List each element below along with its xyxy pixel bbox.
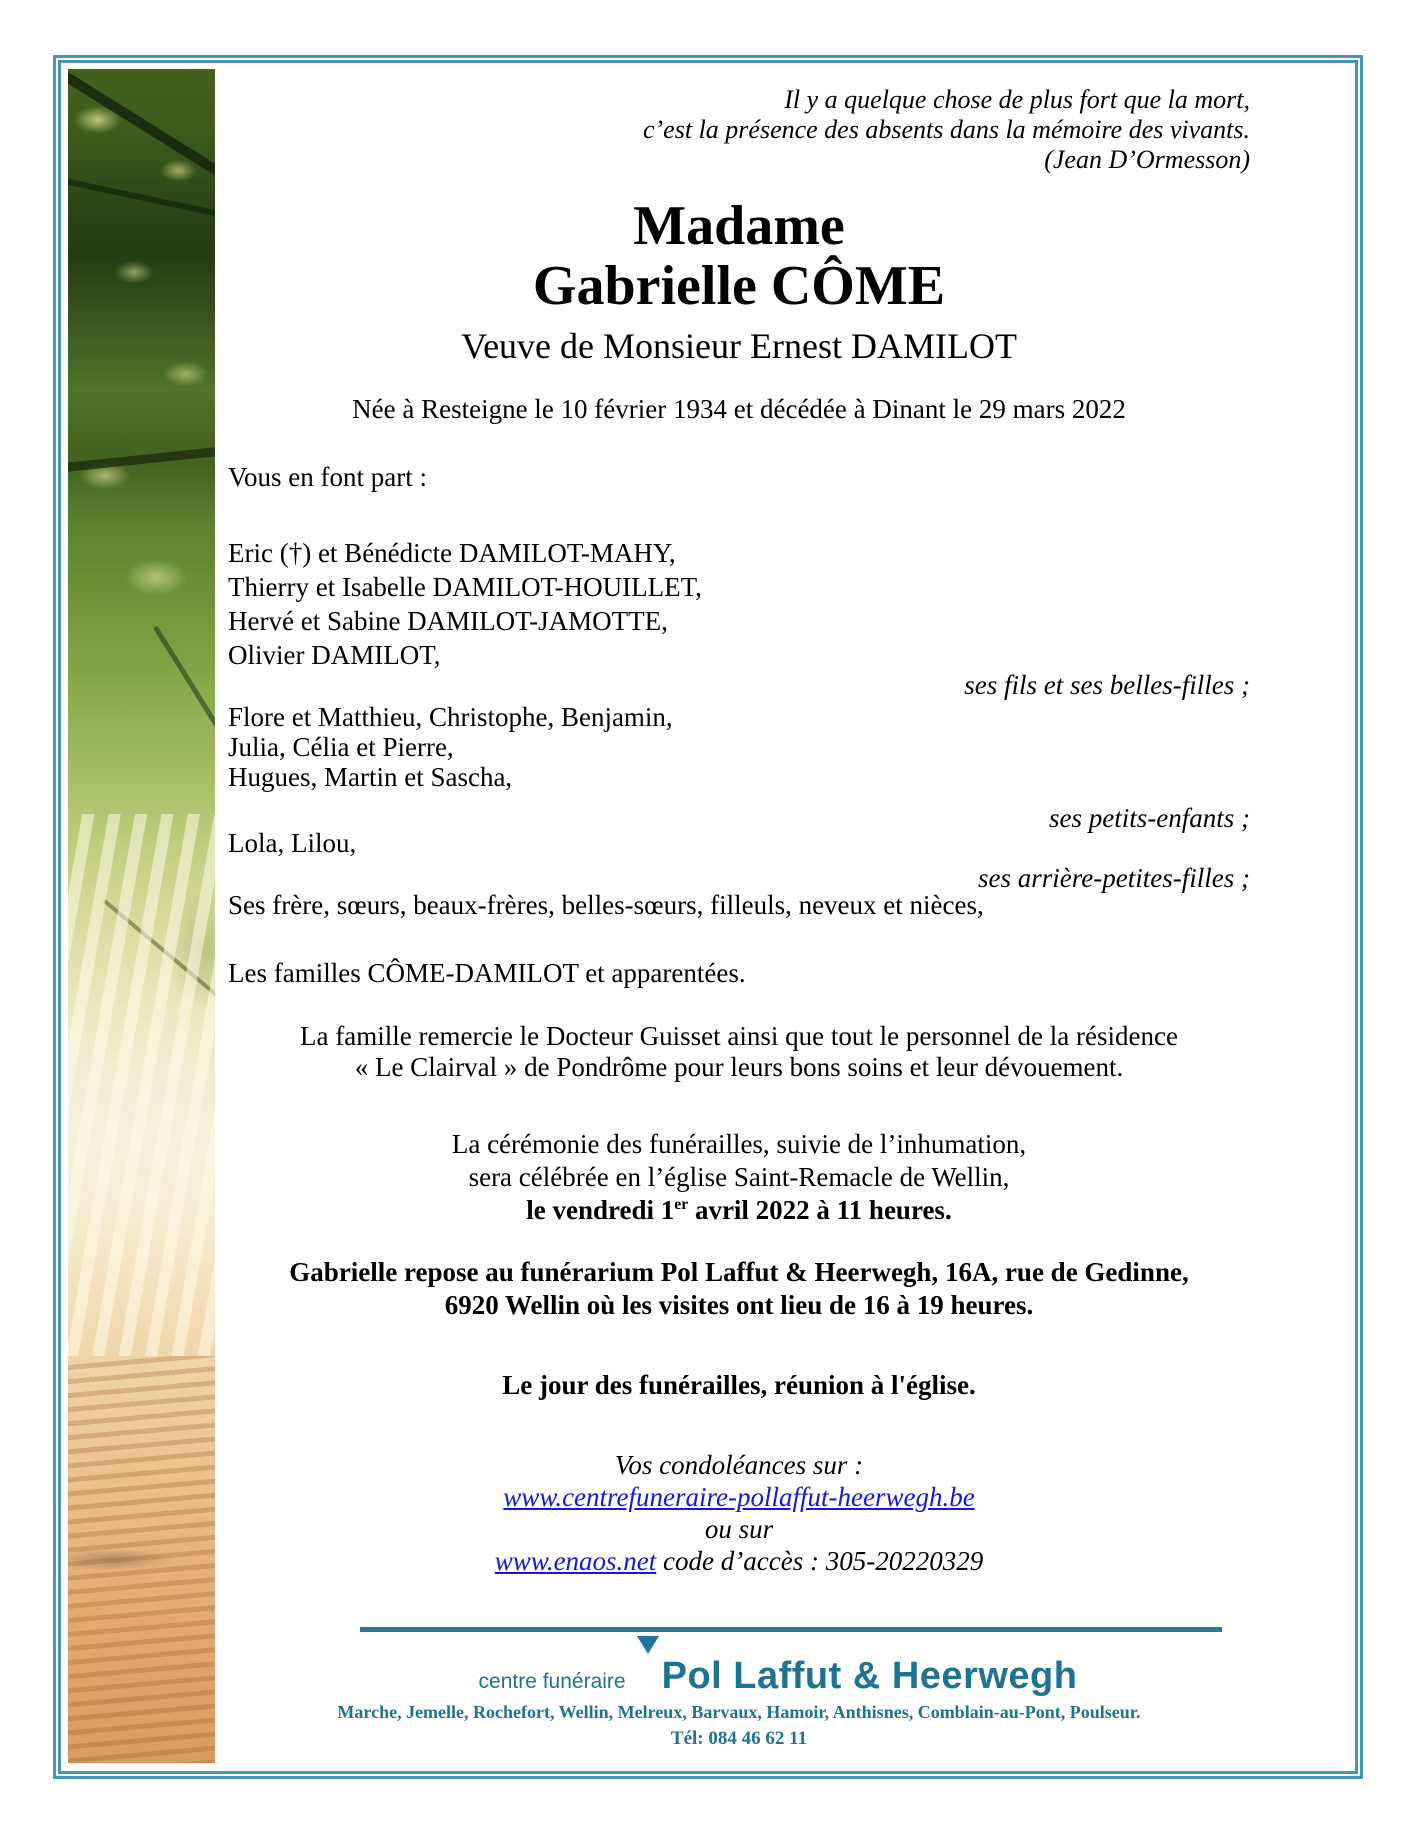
repose-line-1: Gabrielle repose au funérarium Pol Laffut & Heerwegh, 16A, rue de Gedinne,: [289, 1257, 1189, 1287]
list-item: Eric (†) et Bénédicte DAMILOT-MAHY,: [228, 538, 676, 568]
branch-shape: [68, 175, 215, 229]
condolences-or: ou sur: [704, 1514, 774, 1544]
brand-prefix: centre funéraire: [478, 1670, 626, 1693]
children-kinship-label: ses fils et ses belles-filles ;: [964, 670, 1250, 700]
branch-shape: [68, 444, 215, 472]
sun-rays: [68, 814, 215, 1356]
ordinal-suffix: er: [674, 1196, 689, 1213]
enaos-website-link[interactable]: www.enaos.net: [494, 1546, 657, 1576]
ceremony-line-1: La cérémonie des funérailles, suivie de l’inhumation,: [451, 1129, 1027, 1159]
list-item: Hugues, Martin et Sascha,: [228, 762, 513, 792]
triangle-down-icon: [637, 1636, 659, 1654]
ceremony-line-2: sera célébrée en l’église Saint-Remacle de Wellin,: [468, 1162, 1010, 1192]
condolences-block: [228, 1449, 1250, 1577]
deceased-relation: Veuve de Monsieur Ernest DAMILOT: [461, 326, 1017, 366]
funeral-home-website-link[interactable]: www.centrefuneraire-pollaffut-heerwegh.be: [503, 1482, 975, 1512]
condolences-link-row: [228, 1481, 1250, 1513]
great-grandchildren-kinship-label: ses arrière-petites-filles ;: [978, 863, 1250, 893]
life-dates: Née à Resteigne le 10 février 1934 et décédée à Dinant le 29 mars 2022: [352, 394, 1126, 424]
list-item: Hervé et Sabine DAMILOT-JAMOTTE,: [228, 606, 668, 636]
ceremony-date-suffix: avril 2022 à 11 heures.: [688, 1195, 952, 1225]
repose-paragraph: [228, 1256, 1250, 1322]
branch-shape: [68, 69, 215, 202]
list-item: Olivier DAMILOT,: [228, 640, 441, 670]
deceased-title: Madame: [633, 195, 845, 257]
announcement-intro: Vous en font part :: [228, 462, 427, 492]
list-item: Flore et Matthieu, Christophe, Benjamin,: [228, 702, 673, 732]
grandchildren-list: [228, 702, 1250, 792]
repose-line-2: 6920 Wellin où les visites ont lieu de 16 à 19 heures.: [444, 1290, 1034, 1320]
quote-line-1: Il y a quelque chose de plus fort que la mort,: [784, 85, 1250, 114]
ceremony-paragraph: [228, 1128, 1250, 1227]
quote-line-2: c’est la présence des absents dans la mémoire des vivants.: [642, 115, 1250, 144]
deceased-name: Gabrielle CÔME: [532, 255, 946, 317]
funeral-home-logo: [250, 1655, 1306, 1698]
forest-path-photo: [68, 69, 215, 1763]
brand-name: Pol Laffut & Heerwegh: [661, 1655, 1078, 1697]
list-item: Thierry et Isabelle DAMILOT-HOUILLET,: [228, 572, 702, 602]
footer-divider: [360, 1627, 1222, 1632]
great-grandchildren-list: [228, 828, 1250, 858]
thanks-paragraph: [228, 1021, 1250, 1083]
condolences-intro: Vos condoléances sur :: [614, 1450, 864, 1480]
thanks-line-1: La famille remercie le Docteur Guisset ainsi que tout le personnel de la résidence: [300, 1021, 1178, 1051]
ceremony-date-line: [228, 1194, 1250, 1227]
list-item: Lola, Lilou,: [228, 828, 357, 858]
ceremony-date-prefix: le vendredi 1: [526, 1195, 675, 1225]
families-line: Les familles CÔME-DAMILOT et apparentées.: [228, 958, 746, 988]
meeting-line: Le jour des funérailles, réunion à l'église.: [502, 1370, 976, 1400]
relatives-line: Ses frère, sœurs, beaux-frères, belles-sœurs, filleuls, neveux et nièces,: [228, 890, 984, 920]
footer-locations: Marche, Jemelle, Rochefort, Wellin, Melreux, Barvaux, Hamoir, Anthisnes, Comblain-au-Pont, Poulseur.: [337, 1702, 1141, 1722]
enaos-row: [228, 1545, 1250, 1577]
branch-shape: [153, 625, 215, 797]
path-texture: [68, 1356, 215, 1763]
quote-author: (Jean D’Ormesson): [1044, 145, 1250, 174]
footer-phone: Tél: 084 46 62 11: [670, 1728, 808, 1749]
list-item: Julia, Célia et Pierre,: [228, 732, 454, 762]
memorial-quote: [228, 85, 1250, 175]
grandchildren-kinship-label: ses petits-enfants ;: [1049, 803, 1250, 833]
thanks-line-2: « Le Clairval » de Pondrôme pour leurs bons soins et leur dévouement.: [354, 1052, 1124, 1082]
children-list: [228, 536, 1250, 672]
access-code: code d’accès : 305-20220329: [656, 1546, 984, 1576]
